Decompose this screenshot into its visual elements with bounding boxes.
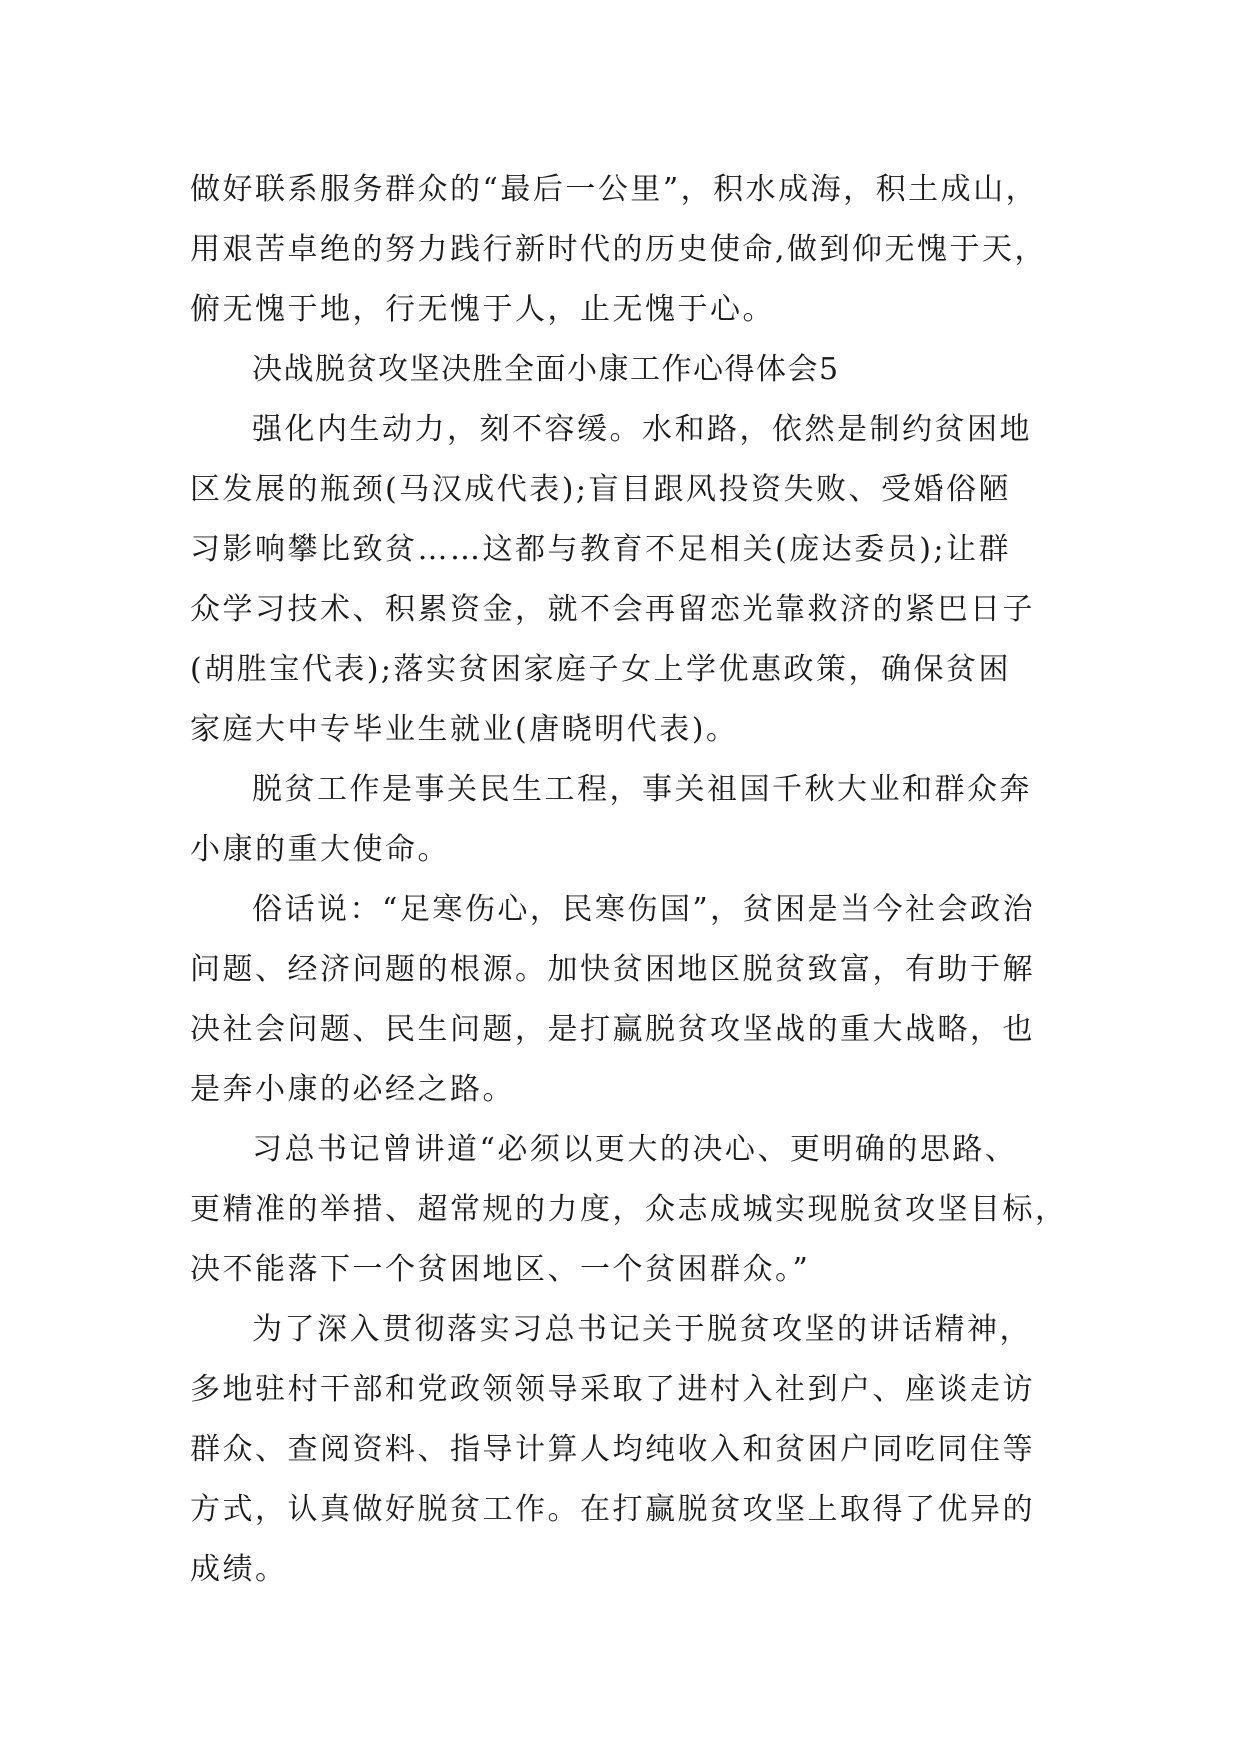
- text-line: 强化内生动力，刻不容缓。水和路，依然是制约贫困地: [252, 412, 1032, 447]
- text-line: 群众、查阅资料、指导计算人均纯收入和贫困户同吃同住等: [190, 1432, 1035, 1467]
- text-line: 做好联系服务群众的“最后一公里”，积水成海，积土成山，: [190, 172, 1039, 207]
- text-line: 更精准的举措、超常规的力度，众志成城实现脱贫攻坚目标，: [190, 1192, 1068, 1227]
- text-line: 决社会问题、民生问题，是打赢脱贫攻坚战的重大战略，也: [190, 1012, 1035, 1047]
- text-line: (胡胜宝代表);落实贫困家庭子女上学优惠政策，确保贫困: [190, 652, 1012, 687]
- text-line: 脱贫工作是事关民生工程，事关祖国千秋大业和群众奔: [252, 772, 1032, 807]
- text-line: 小康的重大使命。: [190, 832, 450, 867]
- paragraph: [190, 880, 1090, 1120]
- text-line: 众学习技术、积累资金，就不会再留恋光靠救济的紧巴日子: [190, 592, 1035, 627]
- text-line: 习总书记曾讲道“必须以更大的决心、更明确的思路、: [252, 1132, 1018, 1167]
- text-line: 是奔小康的必经之路。: [190, 1072, 515, 1107]
- text-line: 习影响攀比致贫……这都与教育不足相关(庞达委员);让群: [190, 532, 1012, 567]
- text-line: 为了深入贯彻落实习总书记关于脱贫攻坚的讲话精神，: [252, 1312, 1032, 1347]
- text-line: 俗话说：“足寒伤心，民寒伤国”，贫困是当今社会政治: [252, 892, 1036, 927]
- text-line: 多地驻村干部和党政领领导采取了进村入社到户、座谈走访: [190, 1372, 1035, 1407]
- text-line: 决战脱贫攻坚决胜全面小康工作心得体会5: [252, 352, 840, 387]
- text-line: 成绩。: [190, 1552, 288, 1587]
- paragraph: [190, 1120, 1090, 1300]
- text-line: 方式，认真做好脱贫工作。在打赢脱贫攻坚上取得了优异的: [190, 1492, 1035, 1527]
- text-line: 问题、经济问题的根源。加快贫困地区脱贫致富，有助于解: [190, 952, 1035, 987]
- text-line: 家庭大中专毕业生就业(唐晓明代表)。: [190, 712, 739, 747]
- paragraph: [190, 760, 1090, 880]
- paragraph: [190, 160, 1090, 340]
- text-line: 决不能落下一个贫困地区、一个贫困群众。”: [190, 1252, 811, 1287]
- paragraph: [190, 1300, 1090, 1600]
- text-line: 俯无愧于地，行无愧于人，止无愧于心。: [190, 292, 775, 327]
- section-heading: [190, 340, 1090, 400]
- text-line: 区发展的瓶颈(马汉成代表);盲目跟风投资失败、受婚俗陋: [190, 472, 1012, 507]
- paragraph: [190, 400, 1090, 760]
- text-line: 用艰苦卓绝的努力践行新时代的历史使命,做到仰无愧于天，: [190, 232, 1048, 267]
- document-page: [190, 160, 1090, 1600]
